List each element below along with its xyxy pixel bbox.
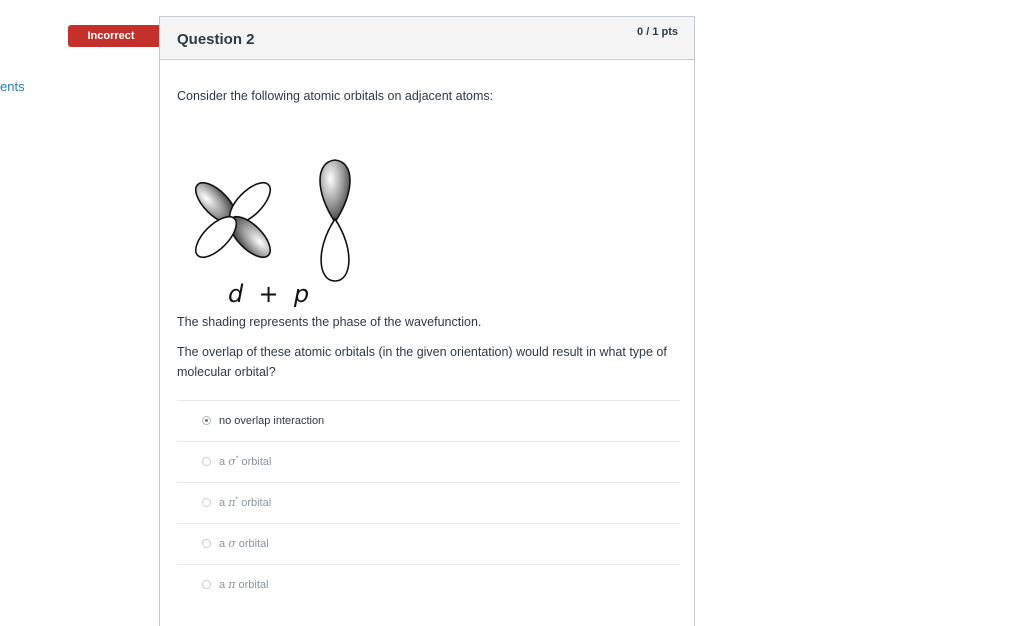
question-title: Question 2: [177, 31, 255, 48]
radio-button[interactable]: [202, 457, 211, 466]
figure-label: d + p: [228, 280, 310, 308]
question-intro: Consider the following atomic orbitals on adjacent atoms:: [177, 89, 494, 103]
answer-option[interactable]: [177, 441, 680, 482]
answer-label: a σ orbital: [219, 537, 269, 550]
question-prompt: The overlap of these atomic orbitals (in the given orientation) would result in what type of molecular orbital?: [177, 345, 667, 379]
orbital-figure: [176, 116, 366, 308]
answer-label: a π orbital: [219, 578, 269, 591]
radio-button[interactable]: [202, 580, 211, 589]
answer-label: a π* orbital: [219, 496, 272, 509]
answer-option[interactable]: [177, 564, 680, 605]
points-label: 0 / 1 pts: [637, 26, 678, 38]
answer-label: no overlap interaction: [219, 415, 325, 427]
answer-list: [177, 400, 680, 605]
radio-button[interactable]: [202, 416, 211, 425]
answer-option[interactable]: [177, 482, 680, 523]
p-orbital-icon: [320, 160, 350, 281]
question-header: [160, 17, 694, 60]
answer-option[interactable]: [177, 400, 680, 441]
incorrect-badge: Incorrect: [68, 25, 160, 47]
answer-option[interactable]: [177, 523, 680, 564]
sidebar-partial-link[interactable]: ents: [0, 79, 25, 94]
question-card: [159, 16, 695, 626]
radio-button[interactable]: [202, 539, 211, 548]
radio-button[interactable]: [202, 498, 211, 507]
shading-note: The shading represents the phase of the wavefunction.: [177, 315, 482, 329]
answer-label: a σ* orbital: [219, 455, 272, 468]
d-orbital-icon: [189, 176, 277, 264]
